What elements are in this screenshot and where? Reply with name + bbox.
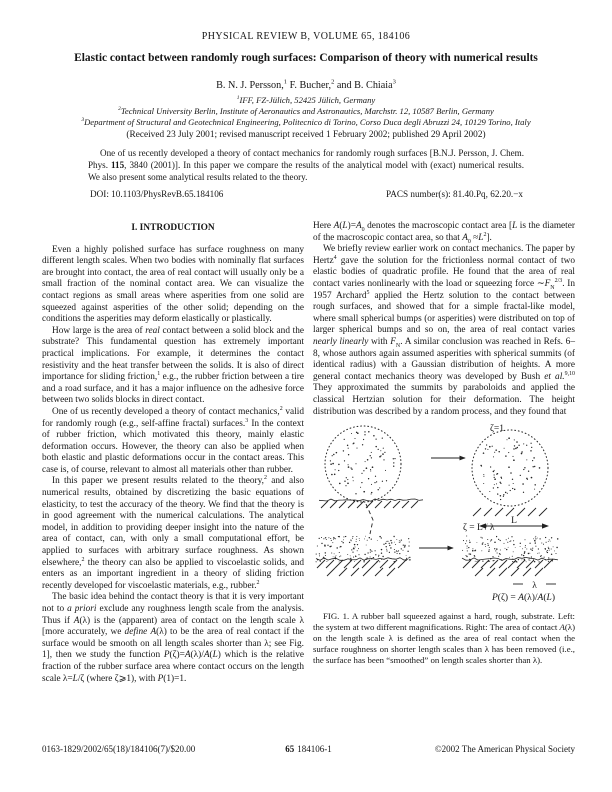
affiliation-line: $^1$IFF, FZ-Jülich, 52425 Jülich, Germany (236, 95, 376, 105)
body-paragraph: Here $A(L)=A_0$ denotes the macroscopic contact area [L is the diameter of the macroscopic contact area, so that $A_0 \approx L^2$]. (313, 221, 575, 245)
left-column-text (42, 245, 304, 686)
paper-title: Elastic contact between randomly rough surfaces: Comparison of theory with numerical results (74, 52, 538, 64)
figure-1-caption: FIG. 1. A rubber ball squeezed against a hard, rough, substrate. Left: the system at two different magnifications. Right: The area of contact A(λ) on the length scale λ is defined as the area of real contact when the surface roughness on shorter length scales than λ has been removed (i.e., the surface has been “smoothed” on length scales shorter than λ). (313, 610, 575, 665)
page-number: 65 184106-1 (285, 744, 332, 754)
lambda-label: λ (532, 581, 537, 592)
abstract-text: One of us recently developed a theory of contact mechanics for randomly rough surfaces [B.N.J. Persson, J. Chem. Phys. 115, 3840 (2001)]. In this paper we compare the results of the analytical model with (exact) numerical results. We also present some analytical results related to the theory. (88, 148, 524, 182)
magnification-dashed-line (366, 504, 373, 534)
body-paragraph: The basic idea behind the contact theory is that it is very important not to a priori exclude any roughness length scale from the analysis. Thus if A(λ) is the (apparent) area of contact on the length scale λ [more accurately, we define A(λ) to be the area of real contact if the surface would be smooth on all length scales shorter than λ; see Fig. 1], then we study the function P(ζ)=A(λ)/A(L) which is the relative fraction of the rubber surface area where contact occurs on the length scale λ=L/ζ (where ζ⩾1), with P(1)=1. (42, 592, 305, 684)
magnified-contact-zeta (462, 522, 558, 591)
figure-1 (313, 422, 575, 666)
length-L-label: L (511, 516, 517, 527)
authors-line: B. N. J. Persson,$^1$ F. Bucher,$^2$ and B. Chiaia$^3$ (216, 78, 396, 91)
affiliation-line: $^3$Department of Structural and Geotechnical Engineering, Politecnico di Torino, Corso Duca degli Abruzzi 24, 10129 Torino, Italy (81, 117, 531, 128)
body-paragraph: How large is the area of real contact between a solid block and the substrate? This fundamental question has extremely important practical implications. For example, it determines the contact resistivity and the heat transfer between the solids. It is also of direct importance for sliding friction,$^1$ e.g., the rubber friction between a tire and a road surface, and it has a major influence on the adhesive force between two solids blocks in direct contact. (42, 325, 304, 406)
affiliations (0, 95, 612, 129)
contact-area-formula: P(ζ) = A(λ)/A(L) (491, 593, 555, 604)
left-column (42, 221, 304, 685)
lambda-measure (513, 581, 556, 591)
publisher-credit: ©2002 The American Physical Society (434, 744, 575, 754)
body-paragraph: Even a highly polished surface has surface roughness on many different length scales. When two bodies with nominally flat surfaces are brought into contact, the area of real contact will usually only be a small fraction of the nominal contact area. We can visualize the contact regions as small areas where asperities from one solid are squeezed against asperities of the other solid; depending on the conditions the asperities may deform elastically or plastically. (42, 244, 304, 325)
body-paragraph: We briefly review earlier work on contact mechanics. The paper by Hertz$^4$ gave the solution for the frictionless normal contact of two elastic bodies of quadratic profile. He found that the area of real contact varies nonlinearly with the load or squeezing force $\sim F_N^{2/3}$. In 1957 Archard$^5$ applied the Hertz solution to the contact between rough surfaces, and showed that for a simple fractal-like model, where small spherical bumps (or asperities) were distributed on top of larger spherical bumps and so on, the area of real contact varies nearly linearly with $F_N$. A similar conclusion was reached in Refs. 6–8, whose authors again assumed asperities with spherical summits (of identical radius) with a Gaussian distribution of heights. A more general contact mechanics theory was developed by Bush et al.$^{9,10}$ They approximated the summits by paraboloids and applied the classical Hertzian solution for their deformation. The height distribution was described by a random process, and they found that (313, 244, 575, 417)
received-line: (Received 23 July 2001; revised manuscript received 1 February 2002; published 29 April 2002) (126, 130, 486, 140)
right-column-text (313, 221, 575, 418)
body-paragraph: One of us recently developed a theory of contact mechanics,$^2$ valid for randomly rough (e.g., self-affine fractal) surfaces.$^3$ In the context of rubber friction, which motivated this theory, mainly elastic deformation occurs. However, the theory can also be applied when both elastic and plastic deformations occur in the contact areas. This case is, of course, relevant to almost all materials other than rubber. (42, 405, 304, 475)
rubber-ball-zeta-1 (472, 423, 549, 529)
pacs-text: PACS number(s): 81.40.Pq, 62.20.−x (385, 189, 523, 199)
zeta-1-label: ζ=1 (490, 424, 505, 435)
two-column-body (42, 221, 575, 685)
journal-masthead: PHYSICAL REVIEW B, VOLUME 65, 184106 (201, 31, 411, 42)
doi-pacs-row (90, 189, 523, 199)
right-column (313, 221, 575, 685)
copyright-code: 0163-1829/2002/65(18)/184106(7)/$20.00 (42, 744, 196, 754)
affiliation-line: $^2$Technical University Berlin, Institute of Aeronautics and Astronautics, Marchstr. 12, 10587 Berlin, Germany (118, 106, 494, 117)
page-footer (42, 744, 575, 754)
doi-text: DOI: 10.1103/PhysRevB.65.184106 (90, 189, 224, 199)
rubber-ball-low-magnification (319, 426, 423, 508)
zeta-L-lambda-label: ζ = L / λ (463, 523, 495, 534)
figure-1-illustration (313, 422, 575, 592)
section-heading-introduction: I. INTRODUCTION (131, 223, 215, 233)
body-paragraph: In this paper we present results related to the theory,$^2$ and also numerical results, obtained by discretizing the basic equations of elasticity, to test the accuracy of the theory. We find that the theory is in good agreement with the numerical calculations. The analytical model, in addition to providing deeper insight into the nature of the area of contact, can, with only a small computational effort, be applied to surfaces with arbitrary surface roughness. As shown elsewhere,$^2$ the theory can also be applied to viscoelastic solids, and enters as an important ingredient in a theory of sliding friction recently developed for viscoelastic materials, e.g., rubber.$^2$ (42, 475, 304, 591)
magnified-contact-left (316, 536, 411, 576)
